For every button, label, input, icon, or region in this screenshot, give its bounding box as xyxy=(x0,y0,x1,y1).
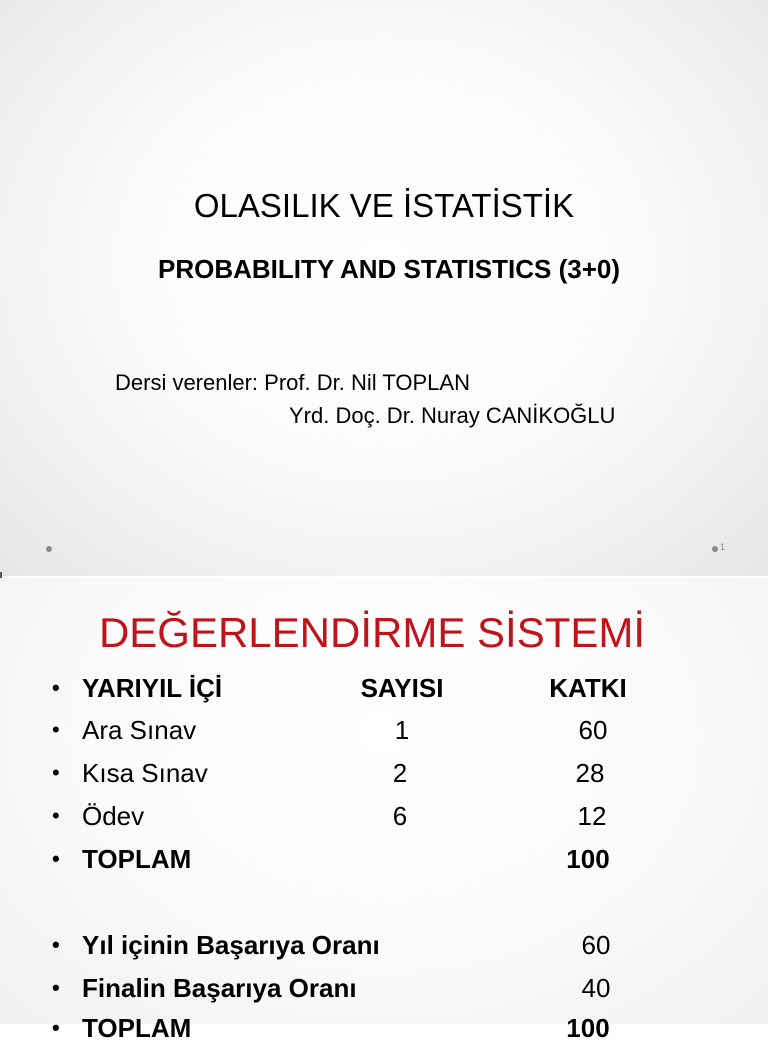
row-contrib: 28 xyxy=(575,758,605,788)
slide-title: OLASILIK VE İSTATİSTİK xyxy=(193,187,575,224)
bullet: • xyxy=(52,675,60,700)
ratio-label: Finalin Başarıya Oranı xyxy=(82,973,357,1003)
bullet: • xyxy=(52,975,60,1000)
total-row-2 xyxy=(0,1008,768,1048)
section-title: DEĞERLENDİRME SİSTEMİ xyxy=(98,609,646,656)
table-header-row xyxy=(0,668,768,708)
table-row xyxy=(0,753,768,793)
bullet: • xyxy=(52,803,60,828)
table-row xyxy=(0,710,768,750)
bullet: • xyxy=(52,1015,60,1040)
decor-dot-right xyxy=(712,546,718,552)
table-row xyxy=(0,796,768,836)
slide-2 xyxy=(0,578,768,1043)
row-label: Kısa Sınav xyxy=(82,758,208,788)
ratio-value: 40 xyxy=(581,973,611,1003)
bullet: • xyxy=(52,846,60,871)
ratio-label: Yıl içinin Başarıya Oranı xyxy=(82,930,380,960)
header-count: SAYISI xyxy=(360,673,444,703)
lecturers-line: Dersi verenler: Prof. Dr. Nil TOPLAN xyxy=(115,370,470,395)
row-contrib: 60 xyxy=(578,715,608,745)
total-label: TOPLAM xyxy=(82,844,192,874)
row-contrib: 12 xyxy=(577,801,607,831)
total2-value: 100 xyxy=(566,1013,610,1043)
page-number: 1 xyxy=(720,542,726,552)
row-count: 1 xyxy=(394,715,410,745)
ratio-row xyxy=(0,925,768,965)
header-contrib: KATKI xyxy=(549,673,627,703)
total-contrib: 100 xyxy=(566,844,610,874)
lecturer-2: Yrd. Doç. Dr. Nuray CANİKOĞLU xyxy=(289,403,616,428)
slide-subtitle: PROBABILITY AND STATISTICS (3+0) xyxy=(157,254,621,284)
ratio-row xyxy=(0,968,768,1008)
row-count: 6 xyxy=(392,801,408,831)
row-label: Ödev xyxy=(82,801,145,831)
header-label: YARIYIL İÇİ xyxy=(82,673,223,703)
row-label: Ara Sınav xyxy=(82,715,197,745)
row-count: 2 xyxy=(392,758,408,788)
bullet: • xyxy=(52,760,60,785)
decor-dot-left xyxy=(46,546,52,552)
bullet: • xyxy=(52,932,60,957)
ratio-value: 60 xyxy=(581,930,611,960)
bullet: • xyxy=(52,717,60,742)
total2-label: TOPLAM xyxy=(82,1013,192,1043)
total-row xyxy=(0,839,768,879)
